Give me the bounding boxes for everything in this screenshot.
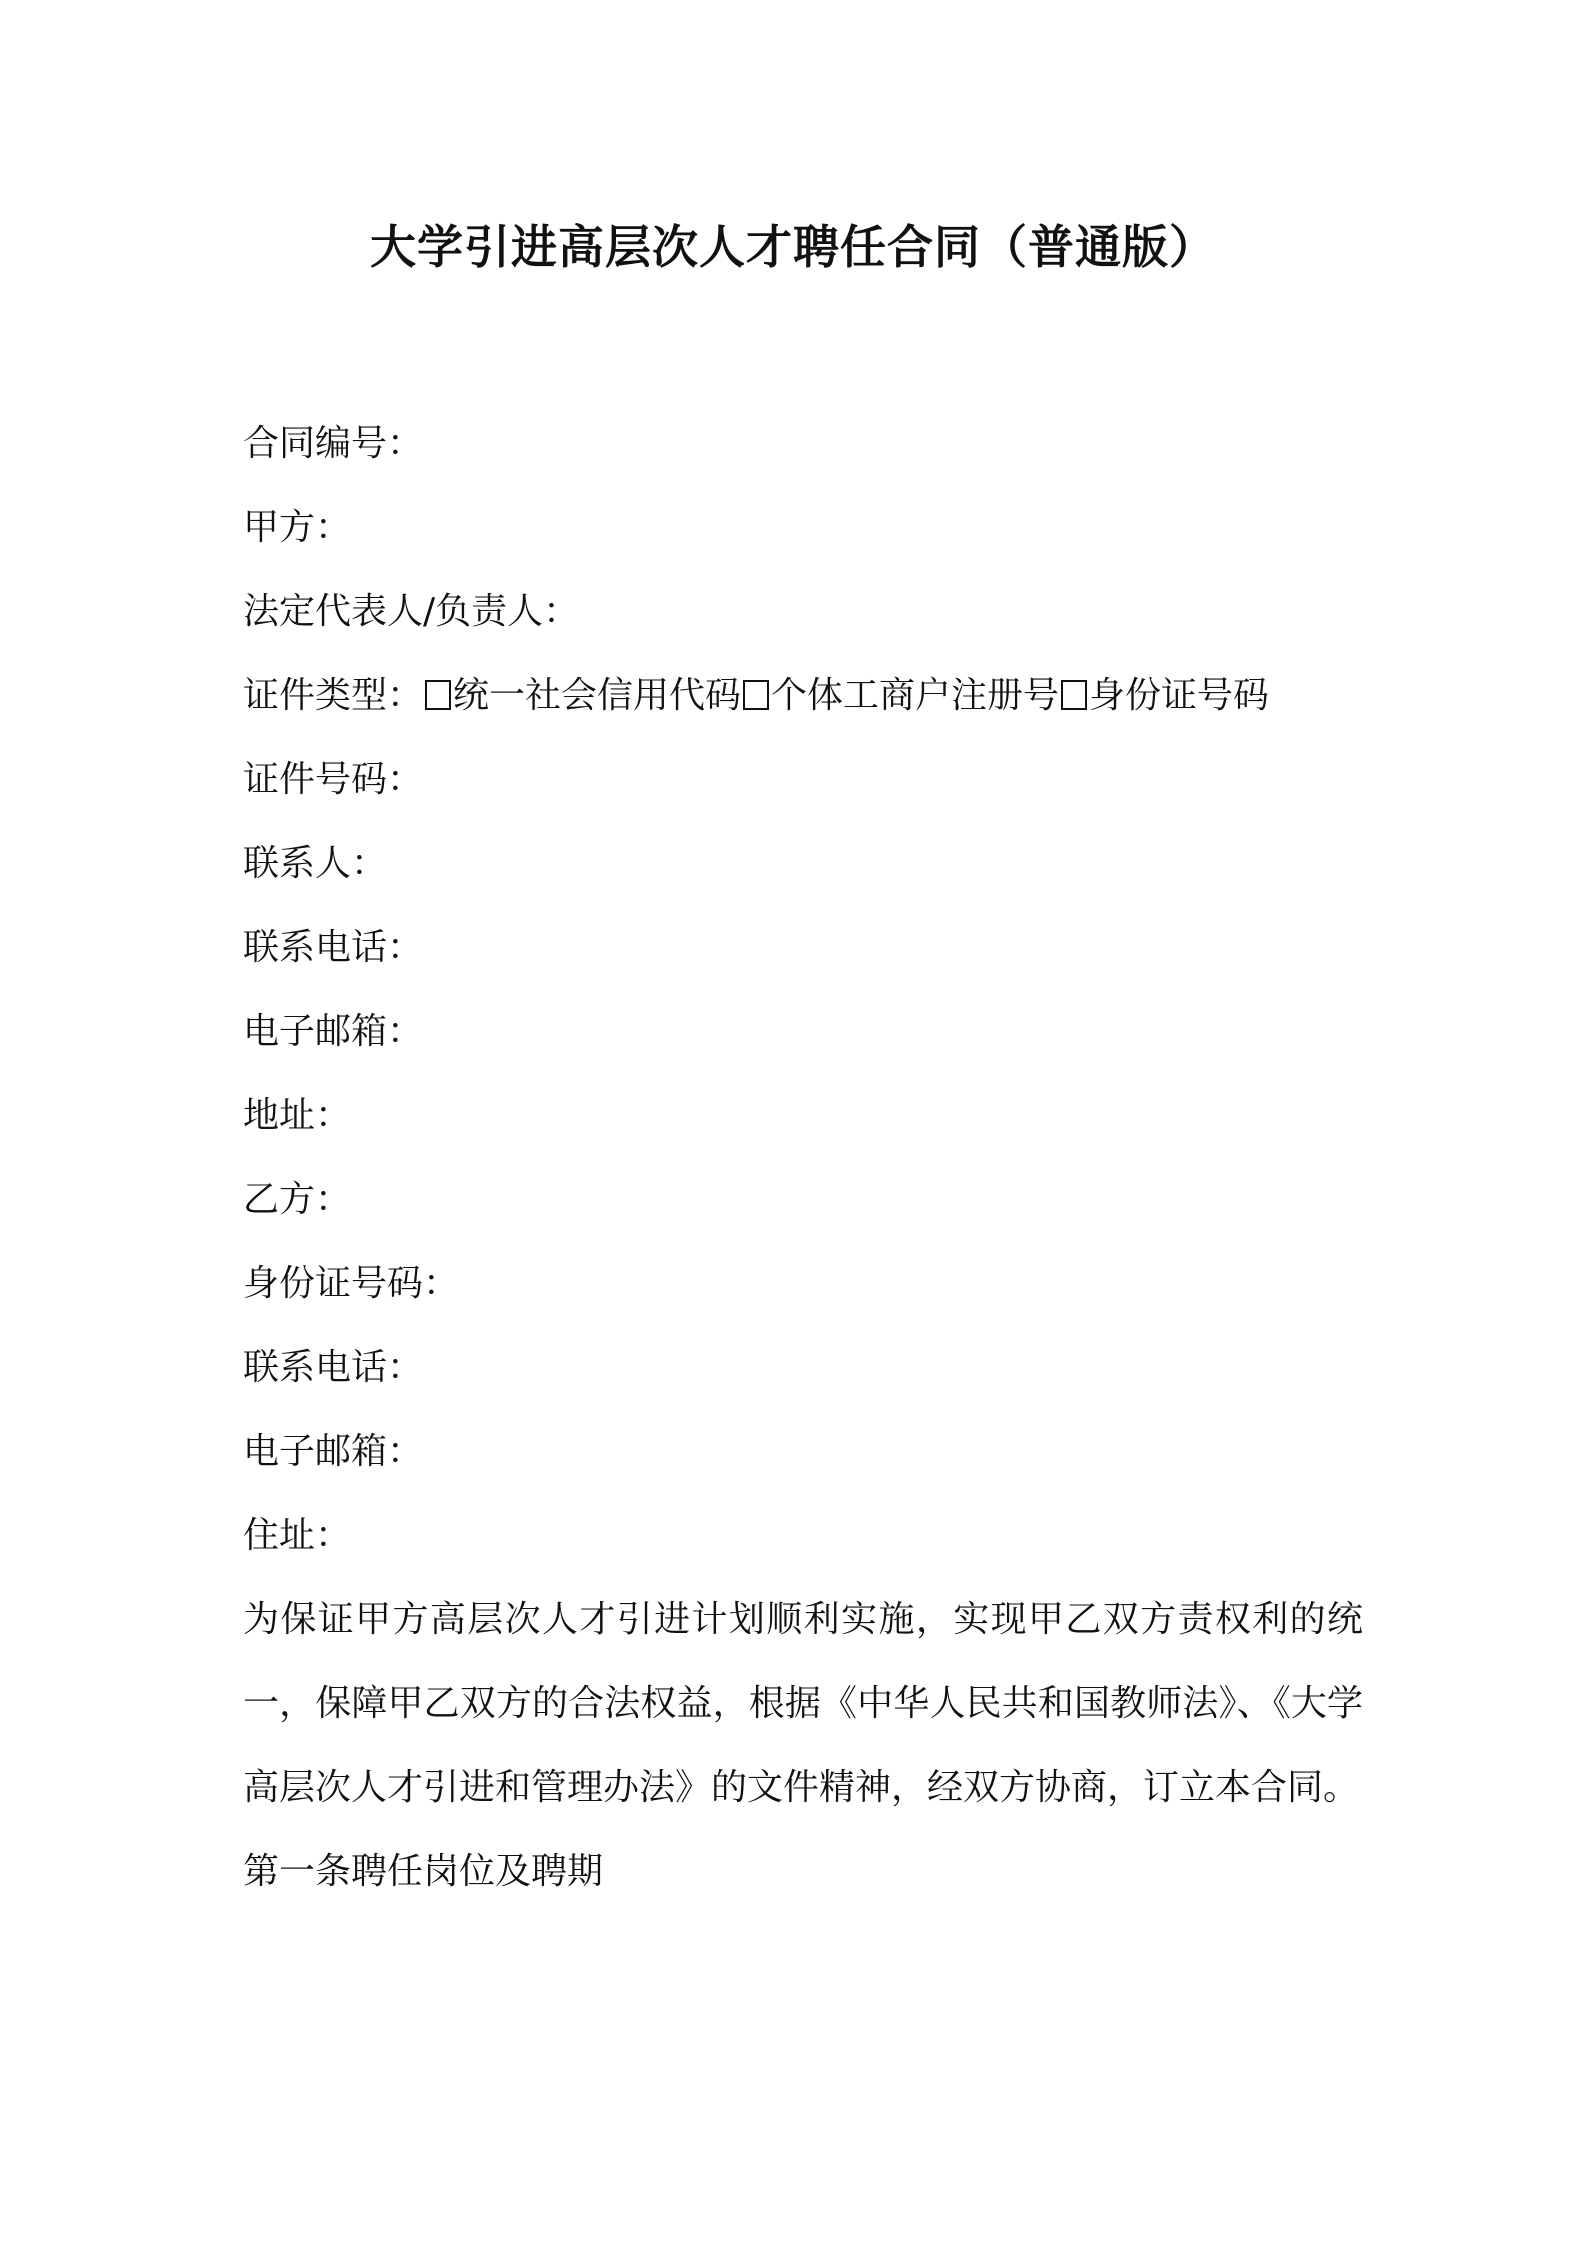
party-b-email-field: 电子邮箱： [243,1431,424,1472]
document-title: 大学引进高层次人才聘任合同（普通版） [370,220,1216,274]
checkbox-credit-code[interactable] [425,680,451,710]
id-type-option-business-registration: 个体工商户注册号 [771,675,1060,716]
id-type-option-id-card: 身份证号码 [1089,675,1270,716]
party-b-residence-field: 住址： [243,1515,352,1556]
party-a-email-field: 电子邮箱： [243,1011,424,1052]
party-a-address-field: 地址： [243,1095,352,1136]
party-b-id-card-field: 身份证号码： [243,1263,460,1304]
checkbox-business-registration[interactable] [743,680,769,710]
party-a-phone-field: 联系电话： [243,927,424,968]
party-a-field: 甲方： [243,507,352,548]
contact-person-field: 联系人： [243,843,388,884]
id-type-option-credit-code: 统一社会信用代码 [453,675,742,716]
party-b-phone-field: 联系电话： [243,1347,424,1388]
id-type-label: 证件类型： [243,675,424,716]
document-body [243,402,1363,1914]
id-number-field: 证件号码： [243,759,424,800]
party-b-field: 乙方： [243,1179,352,1220]
checkbox-id-card[interactable] [1061,680,1087,710]
contract-number-field: 合同编号： [243,423,424,464]
section-1-heading: 第一条聘任岗位及聘期 [243,1851,604,1892]
legal-representative-field: 法定代表人/负责人： [243,591,580,632]
intro-paragraph: 为保证甲方高层次人才引进计划顺利实施，实现甲乙双方责权利的统一，保障甲乙双方的合法权益，根据《中华人民共和国教师法》、《大学高层次人才引进和管理办法》的文件精神，经双方协商，订立本合同。 [243,1599,1363,1808]
id-type-field [243,654,1363,738]
